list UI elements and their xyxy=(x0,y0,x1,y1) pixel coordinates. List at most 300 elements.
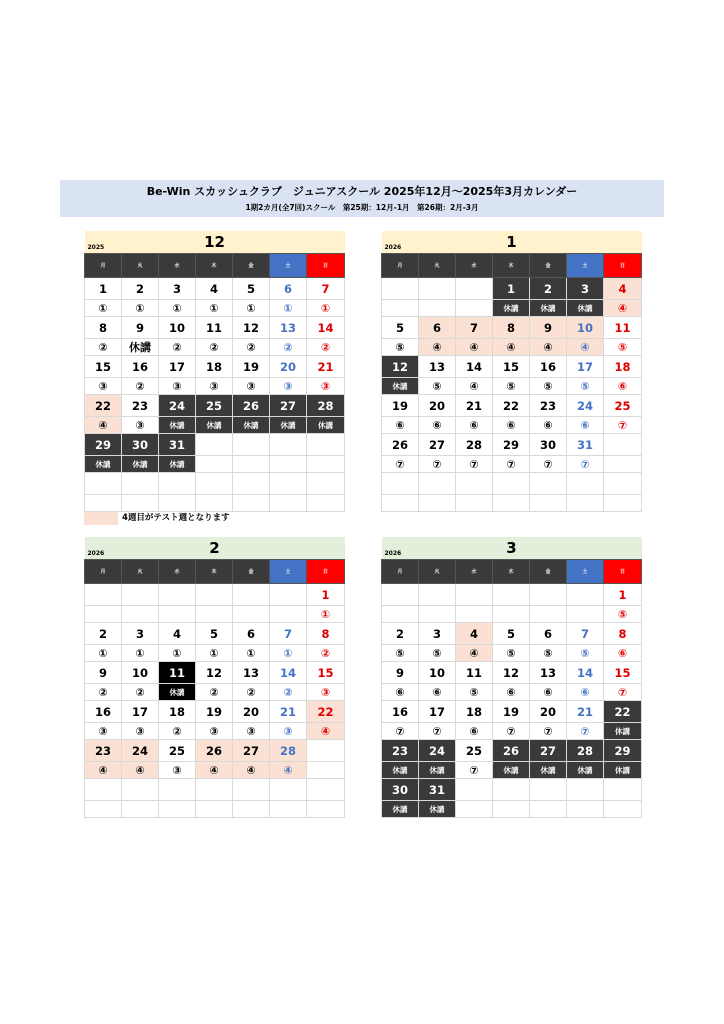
session-cell: ④ xyxy=(419,339,456,356)
session-cell: ① xyxy=(233,300,270,317)
date-cell: 6 xyxy=(530,623,567,645)
session-cell xyxy=(196,801,233,818)
date-cell xyxy=(382,278,419,300)
session-cell: ⑦ xyxy=(530,723,567,740)
date-cell: 2 xyxy=(530,278,567,300)
session-cell: ① xyxy=(159,300,196,317)
session-cell xyxy=(159,801,196,818)
session-cell: ⑥ xyxy=(530,417,567,434)
session-cell: 休講 xyxy=(382,801,419,818)
session-cell: ⑥ xyxy=(493,684,530,701)
session-cell: ⑤ xyxy=(530,378,567,395)
session-cell: ④ xyxy=(85,762,122,779)
session-cell: 休講 xyxy=(85,456,122,473)
session-cell: ⑦ xyxy=(382,723,419,740)
session-cell xyxy=(233,495,270,512)
session-cell: ② xyxy=(270,339,307,356)
date-cell: 24 xyxy=(159,395,196,417)
date-cell xyxy=(530,779,567,801)
date-cell: 15 xyxy=(604,662,642,684)
session-cell: ③ xyxy=(270,723,307,740)
date-cell xyxy=(456,779,493,801)
date-cell: 15 xyxy=(493,356,530,378)
year-label: 2026 xyxy=(384,550,402,557)
date-cell: 28 xyxy=(307,395,345,417)
session-cell: ② xyxy=(233,339,270,356)
session-cell: 休講 xyxy=(530,300,567,317)
date-cell: 30 xyxy=(122,434,159,456)
session-cell: ⑥ xyxy=(567,417,604,434)
date-cell: 3 xyxy=(567,278,604,300)
session-cell: ⑤ xyxy=(493,378,530,395)
session-cell: 休講 xyxy=(419,762,456,779)
date-cell: 1 xyxy=(307,584,345,606)
date-cell: 15 xyxy=(307,662,345,684)
date-cell: 9 xyxy=(85,662,122,684)
session-cell: ③ xyxy=(307,378,345,395)
session-cell xyxy=(122,801,159,818)
weekday-header: 日 xyxy=(604,254,642,278)
session-cell: ① xyxy=(270,300,307,317)
date-cell: 17 xyxy=(159,356,196,378)
session-cell xyxy=(493,606,530,623)
session-cell: ⑤ xyxy=(382,339,419,356)
date-cell: 11 xyxy=(159,662,196,684)
session-cell xyxy=(604,456,642,473)
date-cell: 12 xyxy=(196,662,233,684)
session-cell: ③ xyxy=(196,723,233,740)
session-cell xyxy=(85,495,122,512)
month-label: 2 xyxy=(209,539,220,557)
session-cell: ④ xyxy=(233,762,270,779)
session-cell: ⑥ xyxy=(604,378,642,395)
date-cell: 2 xyxy=(122,278,159,300)
session-cell: ⑥ xyxy=(419,417,456,434)
session-cell xyxy=(307,456,345,473)
date-cell: 19 xyxy=(233,356,270,378)
date-cell: 14 xyxy=(307,317,345,339)
session-cell: 休講 xyxy=(382,378,419,395)
weekday-header: 土 xyxy=(270,560,307,584)
session-cell xyxy=(567,606,604,623)
date-cell: 13 xyxy=(233,662,270,684)
weekday-header: 金 xyxy=(233,560,270,584)
date-cell: 18 xyxy=(604,356,642,378)
date-cell: 16 xyxy=(85,701,122,723)
month-label: 3 xyxy=(506,539,517,557)
session-cell xyxy=(85,801,122,818)
date-cell: 8 xyxy=(493,317,530,339)
date-cell: 25 xyxy=(159,740,196,762)
weekday-header: 水 xyxy=(456,254,493,278)
date-cell xyxy=(456,584,493,606)
date-cell: 6 xyxy=(233,623,270,645)
date-cell xyxy=(233,473,270,495)
date-cell: 20 xyxy=(270,356,307,378)
date-cell xyxy=(604,473,642,495)
calendar-february xyxy=(84,537,345,818)
date-cell: 10 xyxy=(419,662,456,684)
weekday-header: 水 xyxy=(159,560,196,584)
session-cell xyxy=(122,495,159,512)
session-cell: 休講 xyxy=(419,801,456,818)
session-cell: 休講 xyxy=(604,723,642,740)
date-cell: 8 xyxy=(307,623,345,645)
date-cell xyxy=(233,434,270,456)
month-header xyxy=(85,231,345,254)
session-cell: ④ xyxy=(456,378,493,395)
date-cell: 17 xyxy=(567,356,604,378)
session-cell: ③ xyxy=(159,762,196,779)
session-cell xyxy=(159,606,196,623)
date-cell: 24 xyxy=(567,395,604,417)
session-cell: ① xyxy=(307,606,345,623)
date-cell: 13 xyxy=(419,356,456,378)
date-cell xyxy=(307,779,345,801)
session-cell: ④ xyxy=(456,645,493,662)
date-cell: 9 xyxy=(530,317,567,339)
weekday-header: 木 xyxy=(493,560,530,584)
session-cell: ⑥ xyxy=(382,684,419,701)
session-cell: 休講 xyxy=(493,762,530,779)
date-cell: 6 xyxy=(419,317,456,339)
date-cell: 9 xyxy=(122,317,159,339)
date-cell xyxy=(196,779,233,801)
date-cell: 20 xyxy=(419,395,456,417)
session-cell: ③ xyxy=(270,378,307,395)
session-cell: ⑥ xyxy=(456,417,493,434)
weekday-header: 土 xyxy=(567,254,604,278)
session-cell: ⑤ xyxy=(604,606,642,623)
date-cell xyxy=(307,434,345,456)
session-cell: ① xyxy=(270,645,307,662)
calendar-december xyxy=(84,231,345,512)
date-cell xyxy=(567,779,604,801)
session-cell: ② xyxy=(159,723,196,740)
date-cell xyxy=(419,473,456,495)
year-label: 2026 xyxy=(87,550,105,557)
date-cell xyxy=(567,473,604,495)
weekday-header: 火 xyxy=(122,560,159,584)
date-cell: 25 xyxy=(456,740,493,762)
weekday-header: 金 xyxy=(530,560,567,584)
weekday-header: 木 xyxy=(493,254,530,278)
session-cell: ③ xyxy=(196,378,233,395)
weekday-header: 木 xyxy=(196,254,233,278)
date-cell: 26 xyxy=(382,434,419,456)
date-cell: 6 xyxy=(270,278,307,300)
date-cell: 5 xyxy=(493,623,530,645)
page-subtitle: 1期2カ月(全7回)スクール 第25期：12月-1月 第26期：2月-3月 xyxy=(245,203,479,212)
session-cell: ② xyxy=(270,684,307,701)
session-cell xyxy=(307,495,345,512)
date-cell: 13 xyxy=(270,317,307,339)
date-cell: 11 xyxy=(196,317,233,339)
date-cell: 3 xyxy=(419,623,456,645)
date-cell: 27 xyxy=(233,740,270,762)
session-cell: ① xyxy=(122,645,159,662)
date-cell xyxy=(493,584,530,606)
date-cell: 28 xyxy=(270,740,307,762)
date-cell: 22 xyxy=(307,701,345,723)
date-cell: 17 xyxy=(419,701,456,723)
date-cell xyxy=(567,584,604,606)
date-cell: 19 xyxy=(382,395,419,417)
month-header xyxy=(85,537,345,560)
session-cell: 休講 xyxy=(382,762,419,779)
date-cell: 26 xyxy=(493,740,530,762)
date-cell: 4 xyxy=(159,623,196,645)
weekday-header: 木 xyxy=(196,560,233,584)
date-cell xyxy=(159,779,196,801)
date-cell: 11 xyxy=(456,662,493,684)
date-cell: 29 xyxy=(604,740,642,762)
weekday-header: 水 xyxy=(456,560,493,584)
session-cell: ⑥ xyxy=(419,684,456,701)
session-cell xyxy=(382,606,419,623)
session-cell: ③ xyxy=(159,378,196,395)
weekday-header: 日 xyxy=(604,560,642,584)
date-cell: 12 xyxy=(233,317,270,339)
date-cell: 8 xyxy=(604,623,642,645)
date-cell xyxy=(530,584,567,606)
session-cell: ④ xyxy=(85,417,122,434)
date-cell: 7 xyxy=(456,317,493,339)
date-cell: 14 xyxy=(567,662,604,684)
session-cell: ① xyxy=(85,645,122,662)
date-cell: 11 xyxy=(604,317,642,339)
session-cell: ④ xyxy=(567,339,604,356)
session-cell: 休講 xyxy=(604,762,642,779)
date-cell: 18 xyxy=(159,701,196,723)
session-cell: ② xyxy=(159,339,196,356)
date-cell: 30 xyxy=(382,779,419,801)
date-cell xyxy=(159,584,196,606)
session-cell: ① xyxy=(233,645,270,662)
date-cell: 18 xyxy=(196,356,233,378)
weekday-header: 土 xyxy=(567,560,604,584)
weekday-header: 日 xyxy=(307,254,345,278)
legend-label: 4週目がテスト週となります xyxy=(122,513,230,523)
session-cell: ④ xyxy=(456,339,493,356)
date-cell xyxy=(85,779,122,801)
session-cell: ② xyxy=(196,339,233,356)
session-cell xyxy=(196,456,233,473)
weekday-header: 月 xyxy=(85,254,122,278)
page-title: Be-Win スカッシュクラブ ジュニアスクール 2025年12月～2025年3月カレンダー xyxy=(146,185,578,198)
date-cell xyxy=(604,779,642,801)
session-cell: ③ xyxy=(307,684,345,701)
date-cell xyxy=(196,584,233,606)
weekday-header: 火 xyxy=(419,254,456,278)
session-cell: ① xyxy=(196,645,233,662)
date-cell xyxy=(85,584,122,606)
test-week-swatch xyxy=(84,512,118,525)
session-cell: 休講 xyxy=(122,339,159,356)
date-cell: 18 xyxy=(456,701,493,723)
session-cell: ① xyxy=(196,300,233,317)
session-cell: ⑤ xyxy=(604,339,642,356)
session-cell: ② xyxy=(85,684,122,701)
weekday-header: 土 xyxy=(270,254,307,278)
month-label: 12 xyxy=(204,233,225,251)
date-cell: 20 xyxy=(530,701,567,723)
date-cell: 5 xyxy=(196,623,233,645)
weekday-header: 水 xyxy=(159,254,196,278)
session-cell xyxy=(419,300,456,317)
date-cell: 27 xyxy=(270,395,307,417)
date-cell: 4 xyxy=(604,278,642,300)
weekday-header: 金 xyxy=(233,254,270,278)
date-cell xyxy=(307,740,345,762)
session-cell: ④ xyxy=(196,762,233,779)
session-cell xyxy=(270,456,307,473)
session-cell: ⑦ xyxy=(493,456,530,473)
date-cell: 5 xyxy=(382,317,419,339)
session-cell: ⑤ xyxy=(493,645,530,662)
session-cell: ④ xyxy=(307,723,345,740)
session-cell: ⑦ xyxy=(567,456,604,473)
date-cell: 30 xyxy=(530,434,567,456)
year-label: 2025 xyxy=(87,244,105,251)
date-cell xyxy=(419,278,456,300)
date-cell: 20 xyxy=(233,701,270,723)
date-cell: 22 xyxy=(85,395,122,417)
date-cell: 26 xyxy=(196,740,233,762)
date-cell: 1 xyxy=(604,584,642,606)
session-cell: ⑤ xyxy=(567,645,604,662)
month-header xyxy=(382,231,642,254)
date-cell xyxy=(382,584,419,606)
date-cell: 27 xyxy=(530,740,567,762)
date-cell: 12 xyxy=(382,356,419,378)
session-cell xyxy=(270,495,307,512)
session-cell: 休講 xyxy=(493,300,530,317)
date-cell: 25 xyxy=(196,395,233,417)
date-cell xyxy=(270,434,307,456)
date-cell: 15 xyxy=(85,356,122,378)
date-cell: 23 xyxy=(85,740,122,762)
date-cell: 10 xyxy=(159,317,196,339)
date-cell xyxy=(604,434,642,456)
session-cell: ⑤ xyxy=(567,378,604,395)
session-cell xyxy=(270,801,307,818)
date-cell: 12 xyxy=(493,662,530,684)
session-cell: 休講 xyxy=(270,417,307,434)
date-cell xyxy=(233,779,270,801)
session-cell: ③ xyxy=(85,723,122,740)
session-cell xyxy=(456,300,493,317)
weekday-header: 火 xyxy=(122,254,159,278)
session-cell: ⑦ xyxy=(456,762,493,779)
session-cell: ⑤ xyxy=(530,645,567,662)
date-cell xyxy=(196,473,233,495)
session-cell: ④ xyxy=(270,762,307,779)
session-cell: ⑥ xyxy=(604,645,642,662)
date-cell xyxy=(530,473,567,495)
session-cell: ② xyxy=(233,684,270,701)
session-cell: ① xyxy=(159,645,196,662)
date-cell xyxy=(493,473,530,495)
session-cell xyxy=(307,801,345,818)
session-cell: ⑦ xyxy=(419,723,456,740)
date-cell: 22 xyxy=(493,395,530,417)
date-cell: 22 xyxy=(604,701,642,723)
date-cell: 21 xyxy=(456,395,493,417)
month-label: 1 xyxy=(506,233,517,251)
session-cell: ⑦ xyxy=(604,684,642,701)
session-cell: ③ xyxy=(85,378,122,395)
session-cell: ① xyxy=(307,300,345,317)
session-cell: ① xyxy=(122,300,159,317)
date-cell: 2 xyxy=(382,623,419,645)
session-cell xyxy=(530,801,567,818)
session-cell xyxy=(85,606,122,623)
session-cell xyxy=(382,300,419,317)
date-cell xyxy=(307,473,345,495)
session-cell: ⑦ xyxy=(493,723,530,740)
date-cell: 27 xyxy=(419,434,456,456)
date-cell: 1 xyxy=(85,278,122,300)
session-cell: ③ xyxy=(233,378,270,395)
session-cell: 休講 xyxy=(567,300,604,317)
date-cell xyxy=(122,473,159,495)
session-cell xyxy=(493,801,530,818)
session-cell xyxy=(456,801,493,818)
weekday-header: 日 xyxy=(307,560,345,584)
date-cell xyxy=(159,473,196,495)
date-cell: 21 xyxy=(270,701,307,723)
session-cell: ⑤ xyxy=(419,645,456,662)
date-cell: 8 xyxy=(85,317,122,339)
session-cell: 休講 xyxy=(567,762,604,779)
session-cell: 休講 xyxy=(122,456,159,473)
title-banner xyxy=(60,180,664,217)
weekday-header: 火 xyxy=(419,560,456,584)
session-cell: ② xyxy=(307,339,345,356)
date-cell: 14 xyxy=(270,662,307,684)
date-cell: 2 xyxy=(85,623,122,645)
session-cell: 休講 xyxy=(233,417,270,434)
date-cell xyxy=(382,473,419,495)
date-cell: 19 xyxy=(493,701,530,723)
session-cell xyxy=(567,495,604,512)
date-cell: 21 xyxy=(567,701,604,723)
session-cell xyxy=(233,606,270,623)
session-cell: ⑦ xyxy=(530,456,567,473)
date-cell: 25 xyxy=(604,395,642,417)
session-cell: 休講 xyxy=(159,456,196,473)
session-cell xyxy=(419,606,456,623)
date-cell: 3 xyxy=(159,278,196,300)
session-cell xyxy=(270,606,307,623)
date-cell xyxy=(270,584,307,606)
session-cell xyxy=(456,606,493,623)
date-cell: 7 xyxy=(270,623,307,645)
date-cell: 1 xyxy=(493,278,530,300)
session-cell xyxy=(419,495,456,512)
date-cell: 16 xyxy=(382,701,419,723)
session-cell: ① xyxy=(85,300,122,317)
date-cell: 19 xyxy=(196,701,233,723)
date-cell: 10 xyxy=(122,662,159,684)
date-cell: 29 xyxy=(493,434,530,456)
session-cell: ④ xyxy=(530,339,567,356)
date-cell: 24 xyxy=(419,740,456,762)
session-cell: ⑤ xyxy=(382,645,419,662)
session-cell xyxy=(307,762,345,779)
date-cell: 31 xyxy=(159,434,196,456)
